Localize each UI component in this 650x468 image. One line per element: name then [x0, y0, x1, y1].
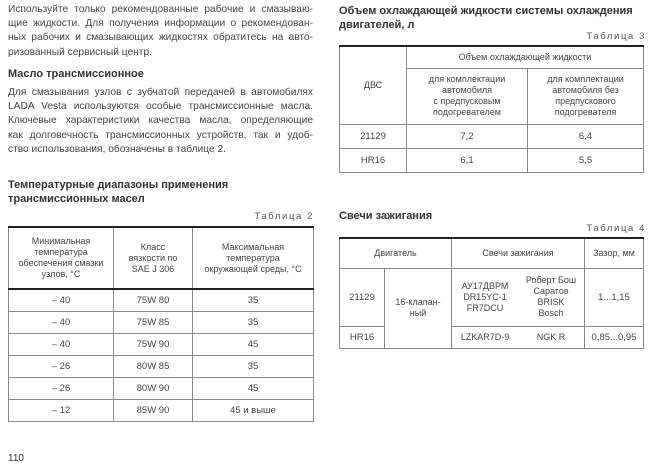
- table2-heading-line: Температурные диапазоны применения: [8, 179, 229, 191]
- cell-max-temp: 45 и выше: [193, 399, 314, 421]
- table3-header-without-heater: для комплектации автомобиля без предпускового подогревателя: [528, 68, 644, 124]
- page-number: 110: [8, 453, 24, 464]
- table2: [8, 226, 314, 422]
- table3-header-engine: ДВС: [340, 46, 407, 124]
- cell-engine: 21129: [340, 124, 407, 148]
- cell-engine: HR16: [340, 148, 407, 172]
- table3-heading-line: Объем охлаждающей жидкости системы охлаждения: [339, 5, 633, 17]
- intro-paragraph: [8, 3, 313, 60]
- cell-viscosity: 75W 80: [114, 289, 193, 311]
- table3-header-with-heater: для комплектации автомобиля с предпусковым подогревателем: [407, 68, 528, 124]
- table3-heading: [339, 4, 633, 32]
- intro-line: Используйте только рекомендованные рабочие и смазываю-: [8, 4, 313, 15]
- cell-min-temp: – 26: [9, 355, 114, 377]
- cell-plug-models: LZKAR7D-9: [452, 326, 519, 348]
- paragraph-line: Для смазывания узлов с зубчатой передачей в автомобилях: [8, 87, 313, 98]
- cell-viscosity: 85W 90: [114, 399, 193, 421]
- table2-header-viscosity: Класс вязкости по SAE J 306: [114, 227, 193, 289]
- cell-with-heater: 6,1: [407, 148, 528, 172]
- table-row: [340, 268, 644, 326]
- cell-gap: 1...1,15: [585, 268, 644, 326]
- cell-max-temp: 35: [193, 311, 314, 333]
- cell-without-heater: 6,4: [528, 124, 644, 148]
- cell-engine: HR16: [340, 326, 385, 348]
- cell-min-temp: – 40: [9, 311, 114, 333]
- cell-viscosity: 80W 85: [114, 355, 193, 377]
- cell-engine-type: 16-клапан- ный: [385, 268, 452, 348]
- table3-heading-line: двигателей, л: [339, 19, 415, 31]
- table-row: [9, 289, 314, 311]
- table3-caption: Таблица 3: [586, 31, 646, 42]
- paragraph-line: как долговечность трансмиссионных устройств, так и удоб-: [8, 129, 313, 141]
- cell-min-temp: – 40: [9, 333, 114, 355]
- intro-line: щие жидкости. Для получения информации о рекомендован-: [8, 18, 313, 30]
- cell-max-temp: 45: [193, 377, 314, 399]
- cell-viscosity: 75W 90: [114, 333, 193, 355]
- cell-min-temp: – 12: [9, 399, 114, 421]
- table2-header-min-temp: Минимальная температура обеспечения смазки узлов, °C: [9, 227, 114, 289]
- cell-max-temp: 35: [193, 355, 314, 377]
- table-row: [340, 148, 644, 172]
- paragraph-line: LADA Vesta используются особые трансмиссионные масла.: [8, 101, 313, 113]
- table3: [339, 45, 644, 173]
- table-row: [340, 124, 644, 148]
- intro-line: ных рабочих и смазывающих жидкостях обратитесь на авто-: [8, 32, 313, 44]
- table4-header-plugs: Свечи зажигания: [452, 238, 585, 268]
- table-row: [9, 333, 314, 355]
- paragraph-line: ство использования, обозначены в таблице 2.: [8, 143, 226, 155]
- cell-plug-models: АУ17ДВРМ DR15YC-1 FR7DCU: [452, 268, 519, 326]
- cell-min-temp: – 26: [9, 377, 114, 399]
- cell-engine: 21129: [340, 268, 385, 326]
- table2-heading: [8, 178, 228, 206]
- cell-max-temp: 45: [193, 333, 314, 355]
- table4-heading: Свечи зажигания: [339, 210, 433, 222]
- transmission-oil-paragraph: [8, 86, 313, 157]
- transmission-oil-heading: Масло трансмиссионное: [8, 68, 144, 80]
- cell-gap: 0,85...0,95: [585, 326, 644, 348]
- table3-group-header: Объем охлаждающей жидкости: [407, 46, 644, 68]
- table-row: [9, 399, 314, 421]
- cell-with-heater: 7,2: [407, 124, 528, 148]
- table4-caption: Таблица 4: [586, 223, 646, 234]
- paragraph-line: Ключевые характеристики качества масла, определяющие: [8, 115, 313, 127]
- table4-header-gap: Зазор, мм: [585, 238, 644, 268]
- cell-viscosity: 75W 85: [114, 311, 193, 333]
- table-row: [9, 377, 314, 399]
- cell-without-heater: 5,5: [528, 148, 644, 172]
- cell-plug-makers: NGK R: [518, 326, 585, 348]
- table2-heading-line: трансмиссионных масел: [8, 193, 145, 205]
- table2-caption: Таблица 2: [254, 211, 314, 222]
- intro-line: ризованный сервисный центр.: [8, 46, 152, 58]
- table4: [339, 237, 644, 349]
- table-row: [9, 355, 314, 377]
- table-row: [9, 311, 314, 333]
- cell-plug-makers: Роберт Бош Саратов BRISK Bosch: [518, 268, 585, 326]
- cell-min-temp: – 40: [9, 289, 114, 311]
- cell-viscosity: 80W 90: [114, 377, 193, 399]
- table4-header-engine: Двигатель: [340, 238, 452, 268]
- cell-max-temp: 35: [193, 289, 314, 311]
- table2-header-max-temp: Максимальная температура окружающей среды, °C: [193, 227, 314, 289]
